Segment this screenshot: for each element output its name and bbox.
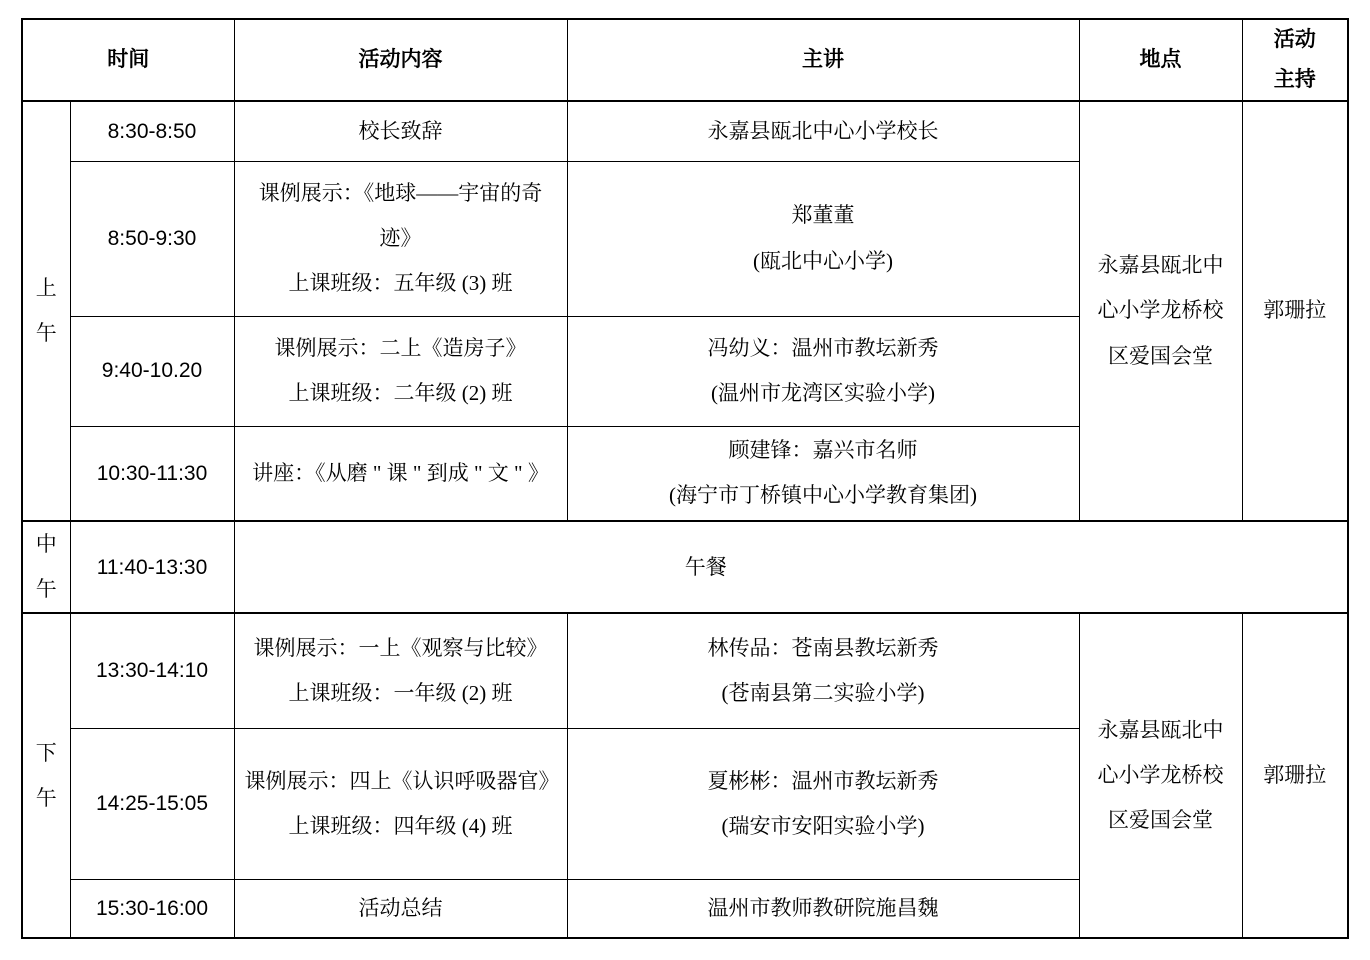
speaker-line: (瓯北中心小学) <box>753 248 893 273</box>
period-char: 午 <box>35 785 57 810</box>
activity-line: 校长致辞 <box>358 118 443 143</box>
time-cell: 14:25-15:05 <box>70 728 234 879</box>
activity-line: 课例展示：一上《观察与比较》 <box>253 635 548 660</box>
activity-cell <box>234 161 567 316</box>
speaker-line: (海宁市丁桥镇中心小学教育集团) <box>669 483 977 508</box>
event-schedule-table <box>21 18 1349 939</box>
period-char: 下 <box>35 740 57 765</box>
speaker-cell <box>567 426 1079 521</box>
time-cell: 15:30-16:00 <box>70 879 234 938</box>
activity-line: 上课班级：五年级 (3) 班 <box>288 271 513 296</box>
activity-line: 课例展示：《地球——宇宙的奇迹》 <box>258 180 543 250</box>
table-row-afternoon-1 <box>22 613 1348 728</box>
activity-cell <box>234 879 567 938</box>
activity-cell <box>234 316 567 426</box>
time-cell: 8:30-8:50 <box>70 101 234 161</box>
speaker-cell <box>567 728 1079 879</box>
lunch-cell: 午餐 <box>234 521 1348 613</box>
speaker-line: 温州市教师教研院施昌魏 <box>707 895 939 920</box>
speaker-line: (苍南县第二实验小学) <box>721 681 925 706</box>
header-host-line2: 主持 <box>1273 67 1316 91</box>
header-host <box>1242 19 1348 101</box>
location-cell-afternoon: 永嘉县瓯北中心小学龙桥校区爱国会堂 <box>1079 613 1242 938</box>
speaker-line: 夏彬彬：温州市教坛新秀 <box>707 768 939 793</box>
period-char: 午 <box>35 321 57 345</box>
activity-line: 课例展示：二上《造房子》 <box>274 335 527 360</box>
period-char: 午 <box>35 577 57 602</box>
speaker-cell <box>567 316 1079 426</box>
time-cell: 10:30-11:30 <box>70 426 234 521</box>
speaker-line: 郑董董 <box>791 203 855 228</box>
speaker-cell <box>567 101 1079 161</box>
speaker-line: 顾建锋：嘉兴市名师 <box>728 438 918 463</box>
speaker-line: 永嘉县瓯北中心小学校长 <box>707 118 939 143</box>
speaker-cell <box>567 879 1079 938</box>
location-cell-morning: 永嘉县瓯北中心小学龙桥校区爱国会堂 <box>1079 101 1242 521</box>
header-row <box>22 19 1348 101</box>
header-speaker: 主讲 <box>567 19 1079 101</box>
table-row-morning-1 <box>22 101 1348 161</box>
period-label-afternoon <box>22 613 70 938</box>
speaker-line: (瑞安市安阳实验小学) <box>721 813 925 838</box>
speaker-line: 冯幼义：温州市教坛新秀 <box>707 335 939 360</box>
activity-cell <box>234 101 567 161</box>
activity-line: 上课班级：一年级 (2) 班 <box>288 681 513 706</box>
activity-line: 课例展示：四上《认识呼吸器官》 <box>244 768 560 793</box>
activity-cell <box>234 426 567 521</box>
time-cell: 13:30-14:10 <box>70 613 234 728</box>
period-char: 上 <box>35 275 57 300</box>
time-cell: 11:40-13:30 <box>70 521 234 613</box>
activity-line: 活动总结 <box>358 895 443 920</box>
speaker-cell <box>567 613 1079 728</box>
activity-line: 上课班级：四年级 (4) 班 <box>288 813 513 838</box>
time-cell: 9:40-10.20 <box>70 316 234 426</box>
header-location: 地点 <box>1079 19 1242 101</box>
host-cell-morning: 郭珊拉 <box>1242 101 1348 521</box>
activity-cell <box>234 728 567 879</box>
period-label-morning <box>22 101 70 521</box>
speaker-line: 林传品：苍南县教坛新秀 <box>707 635 939 660</box>
speaker-cell <box>567 161 1079 316</box>
header-host-line1: 活动 <box>1273 27 1316 52</box>
period-char: 中 <box>35 532 57 556</box>
speaker-line: (温州市龙湾区实验小学) <box>711 381 935 405</box>
host-cell-afternoon: 郭珊拉 <box>1242 613 1348 938</box>
activity-line: 上课班级：二年级 (2) 班 <box>288 381 513 405</box>
activity-line: 讲座：《从磨 " 课 " 到成 " 文 " 》 <box>252 460 549 485</box>
period-label-noon <box>22 521 70 613</box>
time-cell: 8:50-9:30 <box>70 161 234 316</box>
table-row-lunch <box>22 521 1348 613</box>
activity-cell <box>234 613 567 728</box>
header-activity: 活动内容 <box>234 19 567 101</box>
header-time: 时间 <box>22 19 234 101</box>
